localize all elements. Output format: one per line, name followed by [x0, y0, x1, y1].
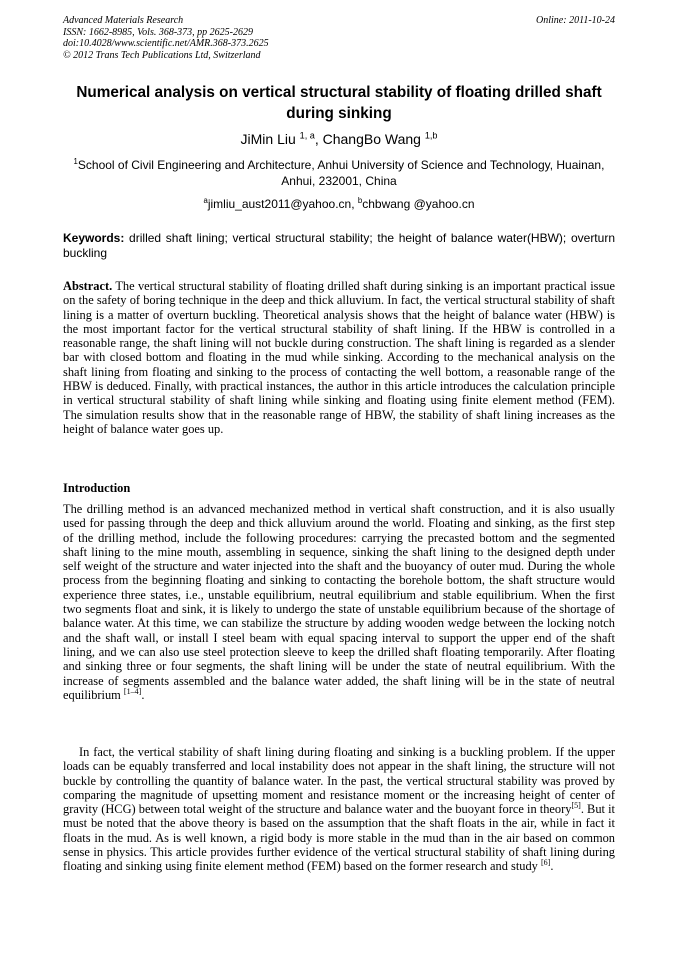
citation-1-4: [1–4] — [123, 686, 142, 696]
email-a: jimliu_aust2011@yahoo.cn — [207, 197, 352, 211]
author-2: ChangBo Wang — [322, 131, 421, 147]
title-line-1: Numerical analysis on vertical structural stability of floating drilled shaft — [76, 84, 602, 101]
copyright-line: © 2012 Trans Tech Publications Ltd, Switzerland — [63, 49, 261, 61]
author-1-affil-mark: 1, a — [299, 130, 315, 141]
title-line-2: during sinking — [286, 105, 392, 122]
keywords-label: Keywords: — [63, 231, 125, 245]
author-list — [63, 130, 615, 148]
email-a-mark: a — [203, 196, 208, 205]
paper-title — [63, 82, 615, 124]
intro-p2-end: . — [550, 859, 554, 874]
intro-p1-text: The drilling method is an advanced mechanized method in vertical shaft construction, and it is also usually used for passing through the deep and thick alluvium around the world. Floating and sinking, as the first step of the drilling method, include the following procedures: carrying the precasted bottom and the segmented shaft lining to the mine mouth, assembling in sequence, sinking the shaft lining to the designed depth under self weight of the structure and water injected into the shaft and the buoyancy of outer mud. During the whole process from the beginning floating and sinking to contacting the borehole bottom, the shaft structure would experience three states, i.e., unstable equilibrium, neutral equilibrium and stable equilibrium. When the first two segments float and sink, it is likely to undergo the state of unstable equilibrium because of the shortage of balance water. At this time, we can stabilize the structure by adding wooden wedge between the locking notch and the shaft wall, or install I steel beam with equal spacing interval to support the upper end of the shaft lining, and we can also use steel protection sleeve to keep the drilled shaft floating temporarily. After floating and sinking three or four segments, the shaft lining will be under the state of neutral equilibrium. With the increase of segments assembled and the balance water added, the shaft lining will be in the state of neutral equilibrium — [63, 502, 615, 702]
doi-line: doi:10.4028/www.scientific.net/AMR.368-373.2625 — [63, 38, 269, 49]
abstract-text: The vertical structural stability of floating drilled shaft during sinking is an important practical issue on the safety of boring technique in the deep and thick alluvium. In fact, the vertical structural stability of shaft lining is a matter of overturn buckling. Theoretical analysis shows that the height of balance water (HBW) is the most important factor for the vertical structural stability of shaft lining. If the HBW is controlled in a reasonable range, the shaft lining will not buckle during construction. The shaft lining is regarded as a slender bar with closed bottom and floating in the mud while sinking. According to the mechanical analysis on the shaft lining from floating and sinking to the process of contacting the well bottom, a reasonable range of the HBW is deduced. Finally, with practical instances, the author in this article introduces the calculation principle in vertical structural stability of shaft lining while sinking and floating using finite element method (FEM). The simulation results show that in the reasonable range of HBW, the stability of shaft lining increases as the height of balance water goes up. — [63, 279, 615, 436]
abstract-label: Abstract. — [63, 279, 113, 293]
introduction-paragraph-1 — [63, 502, 615, 702]
citation-6: [6] — [540, 858, 551, 868]
email-b: chbwang @yahoo.cn — [362, 197, 475, 211]
intro-p2-text-a: In fact, the vertical stability of shaft lining during floating and sinking is a buckling problem. If the upper loads can be equably transferred and local instability does not appear in the shaft lining, the structure will not buckle by controlling the quantity of balance water. In the past, the vertical structural stability was proved by comparing the magnitude of upsetting moment and resistance moment or the increasing height of center of gravity (HCG) between total weight of the structure and balance water and the buoyant force in theory — [63, 745, 615, 817]
citation-5: [5] — [571, 801, 581, 811]
online-date: Online: 2011-10-24 — [536, 15, 615, 26]
keywords-text: drilled shaft lining; vertical structural stability; the height of balance water(HBW); overturn buckling — [63, 231, 615, 260]
author-separator: , — [314, 131, 323, 147]
author-1: JiMin Liu — [240, 131, 296, 147]
author-2-affil-mark: 1,b — [424, 130, 438, 141]
email-separator: , — [351, 197, 358, 211]
affiliation-line-1: School of Civil Engineering and Architecture, Anhui University of Science and Technology, Huainan, — [77, 158, 605, 172]
email-line — [63, 196, 615, 212]
introduction-paragraph-2 — [63, 745, 615, 874]
affiliation — [63, 157, 615, 189]
email-b-mark: b — [357, 196, 363, 205]
journal-header — [63, 15, 615, 61]
journal-name: Advanced Materials Research — [63, 15, 184, 26]
keywords — [63, 231, 615, 261]
abstract — [63, 279, 615, 436]
intro-p2-text-b: . But it must be noted that the above theory is based on the assumption that the shaft floats in the air, while in fact it floats in the mud. As is well known, a rigid body is more stable in the mud than in the air based on common sense in physics. This article provides further evidence of the vertical structural stability of shaft lining during floating and sinking using finite element method (FEM) based on the former research and study — [63, 802, 615, 874]
issn-line: ISSN: 1662-8985, Vols. 368-373, pp 2625-2629 — [63, 26, 253, 38]
intro-p1-end: . — [141, 687, 145, 702]
affiliation-mark: 1 — [73, 157, 78, 166]
introduction-heading: Introduction — [63, 481, 131, 495]
affiliation-line-2: Anhui, 232001, China — [281, 174, 397, 188]
